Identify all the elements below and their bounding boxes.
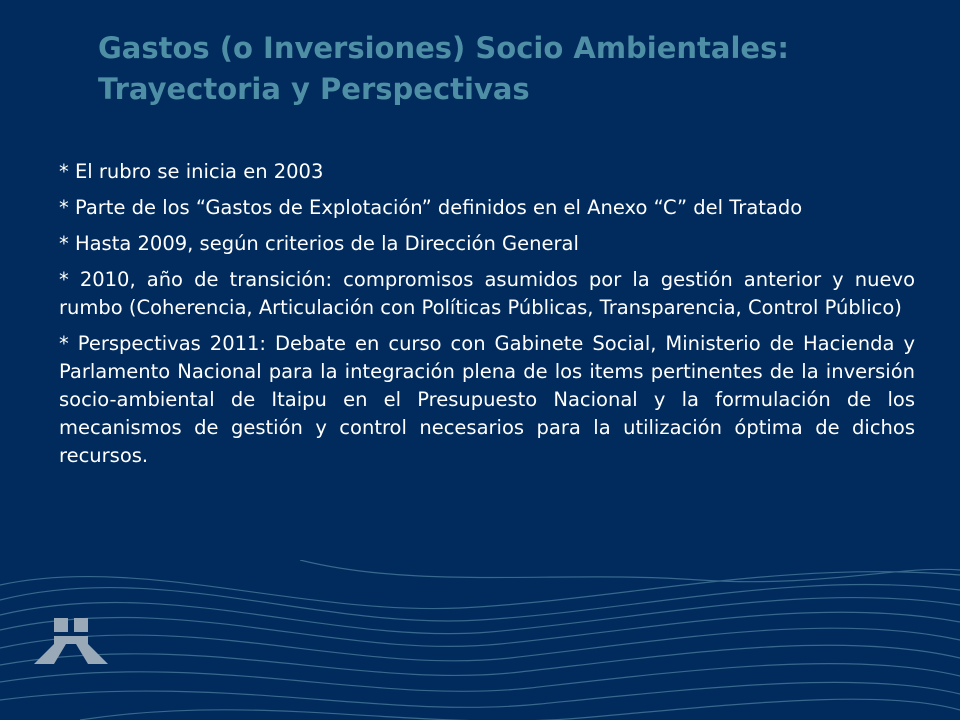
itaipu-logo-icon — [30, 618, 112, 664]
bullet-paragraph-4: * 2010, año de transición: compromisos asumidos por la gestión anterior y nuevo rumbo (Coherencia, Articulación con Políticas Públicas, Transparencia, Control Público) — [59, 268, 915, 319]
bullet-paragraph-2: * Parte de los “Gastos de Explotación” definidos en el Anexo “C” del Tratado — [59, 196, 803, 219]
wave-lines-icon — [0, 560, 960, 720]
bullet-paragraph-3: * Hasta 2009, según criterios de la Dirección General — [59, 232, 579, 255]
bullet-paragraph-5: * Perspectivas 2011: Debate en curso con Gabinete Social, Ministerio de Hacienda y Parlamento Nacional para la integración plena de los items pertinentes de la inversión socio-ambiental de Itaipu en el Presupuesto Nacional y la formulación de los mecanismos de gestión y control necesarios para la utilización óptima de dichos recursos. — [59, 332, 915, 467]
slide-title — [98, 28, 928, 110]
bullet-paragraph-1: * El rubro se inicia en 2003 — [59, 160, 324, 183]
slide-title-line-2: Trayectoria y Perspectivas — [98, 72, 530, 106]
slide-body — [59, 158, 915, 478]
slide-title-line-1: Gastos (o Inversiones) Socio Ambientales: — [98, 31, 789, 65]
